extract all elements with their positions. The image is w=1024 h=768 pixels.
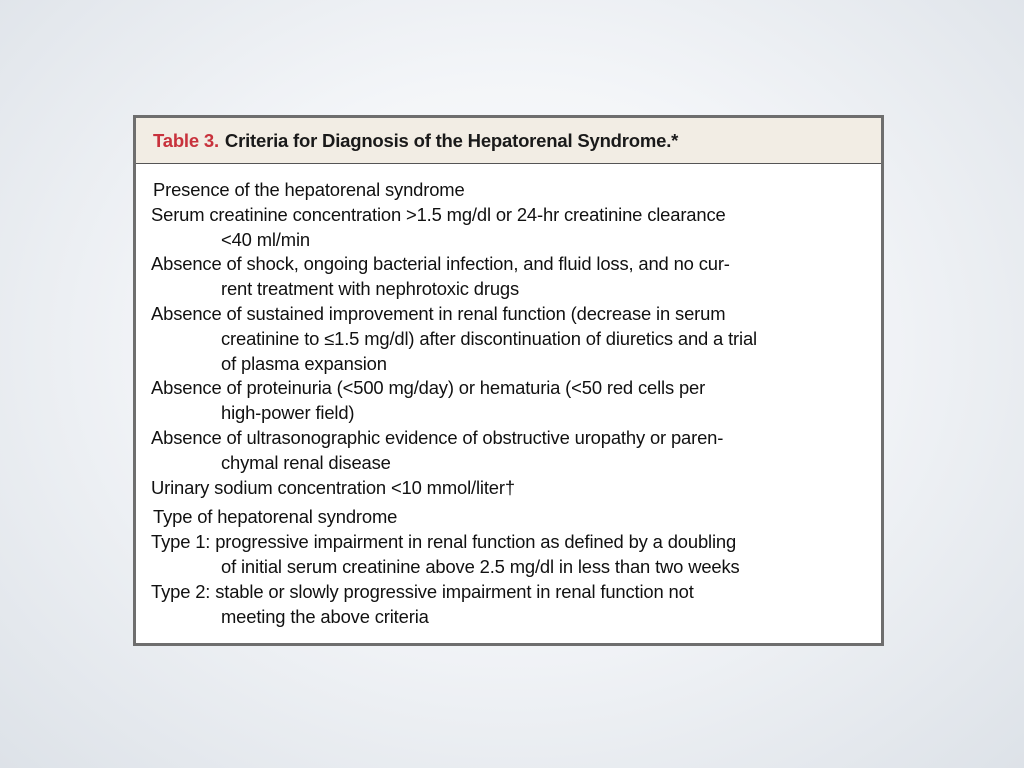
type-item [153,580,881,630]
table-title: Criteria for Diagnosis of the Hepatorenal Syndrome.* [224,129,679,151]
table-body [136,164,881,629]
criterion-line: creatinine to ≤1.5 mg/dl) after discontinuation of diuretics and a trial [221,327,757,349]
type-line: Type 2: stable or slowly progressive impairment in renal function not [151,580,694,602]
table-header [136,118,881,164]
criterion-line: <40 ml/min [221,228,310,250]
criterion-line: high-power field) [221,402,355,424]
criterion-line: rent treatment with nephrotoxic drugs [221,278,520,300]
type-line: meeting the above criteria [221,605,429,627]
criterion-line: Absence of sustained improvement in renal function (decrease in serum [151,302,726,324]
section-heading-presence: Presence of the hepatorenal syndrome [153,179,465,200]
criterion-line: Urinary sodium concentration <10 mmol/liter† [151,476,515,498]
criterion-line: Absence of shock, ongoing bacterial infection, and fluid loss, and no cur- [151,253,730,275]
criterion-line: Serum creatinine concentration >1.5 mg/dl or 24-hr creatinine clearance [151,203,726,225]
type-item [153,530,881,580]
criterion-item [153,376,881,426]
section-heading-type: Type of hepatorenal syndrome [153,506,398,528]
criterion-item [153,476,881,501]
criterion-item [153,426,881,476]
type-line: Type 1: progressive impairment in renal function as defined by a doubling [151,531,737,553]
criterion-line: Absence of ultrasonographic evidence of obstructive uropathy or paren- [151,426,724,448]
criterion-line: of plasma expansion [221,352,387,374]
criterion-item [153,302,881,376]
criterion-item [153,203,881,253]
table-number: Table 3. [153,129,219,151]
table-card [133,115,884,646]
criterion-item [153,252,881,302]
type-line: of initial serum creatinine above 2.5 mg/dl in less than two weeks [221,555,740,577]
criterion-line: Absence of proteinuria (<500 mg/day) or hematuria (<50 red cells per [151,377,706,399]
criterion-line: chymal renal disease [221,451,391,473]
